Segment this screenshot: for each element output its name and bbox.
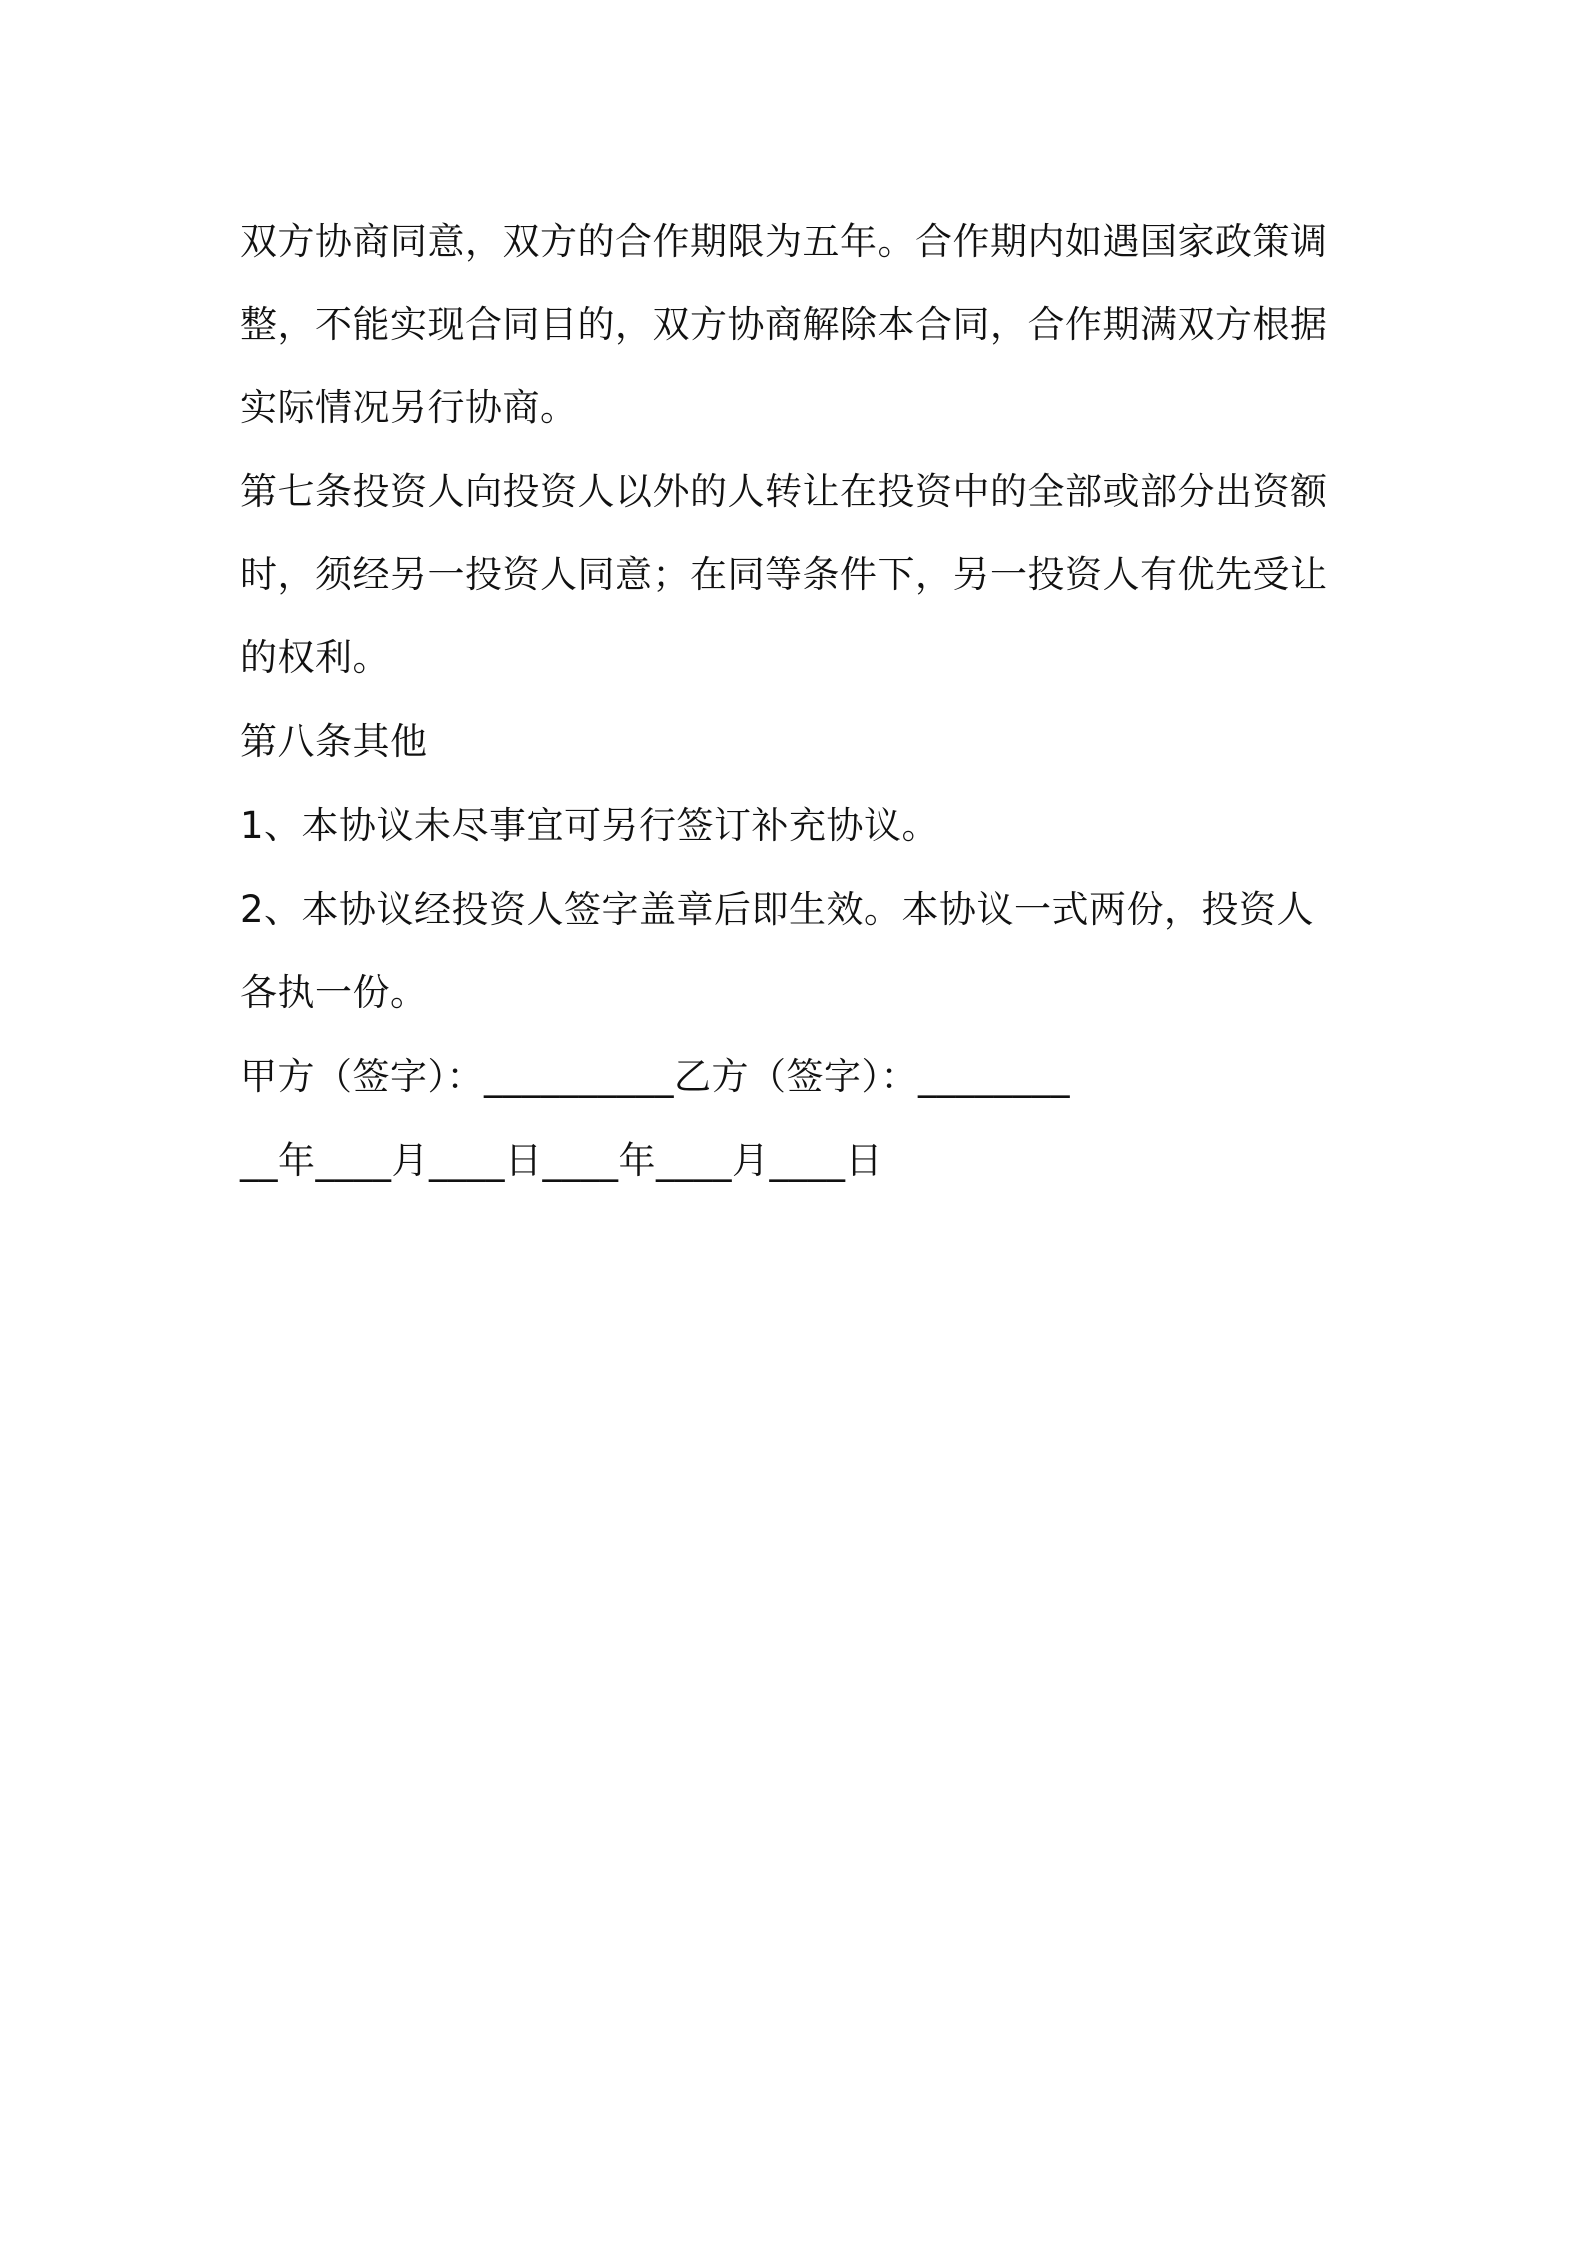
document-body [240,200,1350,1203]
signature-line: 甲方（签字）：__________乙方（签字）：________ [240,1055,1070,1098]
paragraph-article-seven: 第七条投资人向投资人以外的人转让在投资中的全部或部分出资额时，须经另一投资人同意；在同等条件下，另一投资人有优先受让的权利。 [240,470,1328,679]
paragraph-cooperation-term: 双方协商同意，双方的合作期限为五年。合作期内如遇国家政策调整，不能实现合同目的，双方协商解除本合同，合作期满双方根据实际情况另行协商。 [240,220,1328,429]
heading-article-eight: 第八条其他 [240,720,428,763]
list-item-supplement: 1、本协议未尽事宜可另行签订补充协议。 [240,804,940,847]
list-item-effective: 2、本协议经投资人签字盖章后即生效。本协议一式两份，投资人各执一份。 [240,888,1315,1014]
date-line: __年____月____日____年____月____日 [240,1139,883,1182]
